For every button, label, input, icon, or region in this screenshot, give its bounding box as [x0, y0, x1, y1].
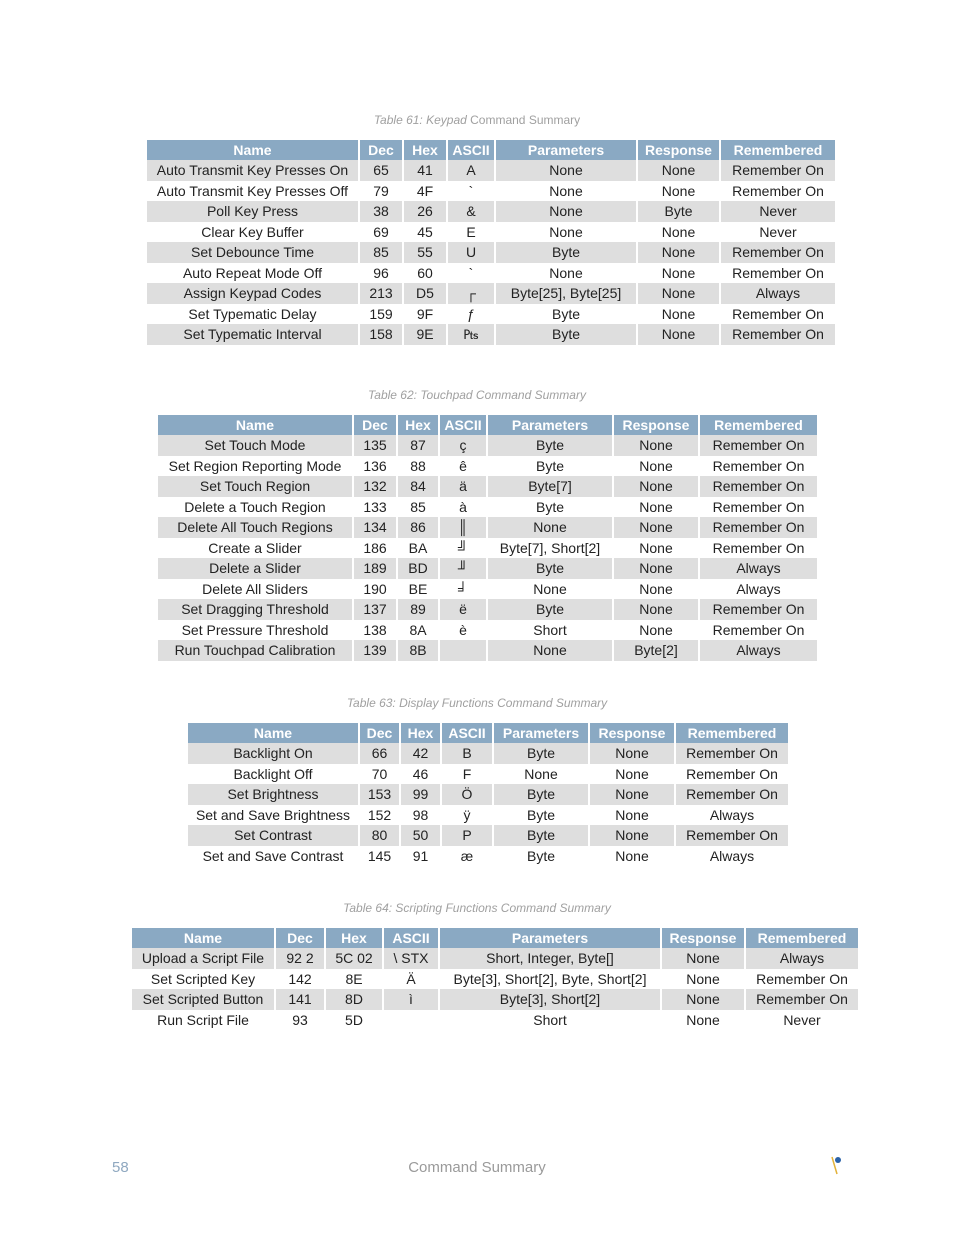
- cell-hex: 89: [396, 599, 438, 620]
- caption-prefix: Table 62: Touchpad Command Summary: [368, 388, 586, 402]
- cell-response: None: [612, 620, 698, 641]
- table-row: [158, 517, 817, 538]
- cell-response: None: [612, 538, 698, 559]
- table-caption: [0, 113, 954, 127]
- cell-response: None: [612, 517, 698, 538]
- table-row: [158, 579, 817, 600]
- cell-response: None: [588, 805, 674, 826]
- cell-dec: 38: [358, 201, 402, 222]
- cell-remembered: Remember On: [698, 497, 817, 518]
- cell-hex: 84: [396, 476, 438, 497]
- cell-parameters: Byte[3], Short[2], Byte, Short[2]: [438, 969, 660, 990]
- cell-dec: 141: [274, 989, 324, 1010]
- cell-parameters: None: [494, 263, 636, 284]
- cell-name: Delete a Touch Region: [184, 498, 326, 515]
- cell-response: Byte[2]: [612, 640, 698, 661]
- cell-remembered: Remember On: [719, 181, 835, 202]
- table-header-row: [147, 140, 835, 160]
- cell-ascii: E: [446, 222, 494, 243]
- cell-hex: 60: [402, 263, 446, 284]
- cell-response: None: [660, 989, 744, 1010]
- cell-parameters: None: [494, 160, 636, 181]
- cell-name: Poll Key Press: [147, 201, 358, 222]
- cell-ascii: `: [446, 181, 494, 202]
- cell-hex: 42: [399, 743, 440, 764]
- table-row: [158, 497, 817, 518]
- cell-remembered: Remember On: [698, 538, 817, 559]
- cell-hex: 46: [399, 764, 440, 785]
- cell-parameters: Short: [438, 1010, 660, 1031]
- cell-hex: BA: [396, 538, 438, 559]
- cell-dec: 189: [352, 558, 396, 579]
- cell-response: None: [612, 579, 698, 600]
- caption-prefix: Table 63: Display Functions Command Summary: [346, 696, 608, 710]
- cell-response: None: [588, 846, 674, 867]
- cell-dec: 159: [358, 304, 402, 325]
- column-header-response: Response: [612, 415, 698, 435]
- cell-remembered: Remember On: [698, 599, 817, 620]
- cell-remembered: Remember On: [698, 435, 817, 456]
- cell-hex: 50: [399, 825, 440, 846]
- table-row: [188, 825, 788, 846]
- cell-dec: 158: [358, 324, 402, 345]
- column-header-ascii: ASCII: [440, 723, 492, 743]
- cell-hex: 99: [399, 784, 440, 805]
- cell-hex: 45: [402, 222, 446, 243]
- cell-hex: 87: [396, 435, 438, 456]
- cell-remembered: Remember On: [719, 304, 835, 325]
- cell-remembered: Always: [744, 948, 858, 969]
- footer-title: Command Summary: [408, 1159, 546, 1176]
- cell-ascii: ä: [438, 476, 486, 497]
- caption-prefix: Table 64: Scripting Functions Command Summary: [343, 901, 611, 915]
- cell-hex: 8D: [324, 989, 382, 1010]
- table-row: [147, 283, 835, 304]
- cell-parameters: None: [494, 201, 636, 222]
- cell-dec: 137: [352, 599, 396, 620]
- cell-name: Set Pressure Threshold: [181, 621, 329, 638]
- cell-remembered: Always: [674, 805, 788, 826]
- page-number: 58: [112, 1159, 129, 1176]
- cell-name: Set Brightness: [188, 784, 358, 805]
- cell-hex: 8E: [324, 969, 382, 990]
- cell-remembered: Remember On: [719, 324, 835, 345]
- column-header-ascii: ASCII: [382, 928, 438, 948]
- cell-dec: 213: [358, 283, 402, 304]
- cell-dec: 139: [352, 640, 396, 661]
- cell-parameters: Byte: [494, 242, 636, 263]
- column-header-parameters: Parameters: [494, 140, 636, 160]
- cell-remembered: Always: [698, 579, 817, 600]
- cell-name: Set and Save Contrast: [202, 847, 344, 864]
- cell-parameters: None: [492, 764, 588, 785]
- table-row: [158, 558, 817, 579]
- cell-remembered: Always: [674, 846, 788, 867]
- cell-hex: 98: [399, 805, 440, 826]
- column-header-response: Response: [660, 928, 744, 948]
- cell-response: None: [636, 160, 719, 181]
- column-header-parameters: Parameters: [486, 415, 612, 435]
- cell-response: None: [612, 476, 698, 497]
- cell-dec: 190: [352, 579, 396, 600]
- cell-parameters: Byte: [494, 324, 636, 345]
- cell-hex: 86: [396, 517, 438, 538]
- cell-dec: 153: [358, 784, 399, 805]
- cell-hex: 91: [399, 846, 440, 867]
- cell-dec: 85: [358, 242, 402, 263]
- cell-response: None: [612, 599, 698, 620]
- cell-dec: 80: [358, 825, 399, 846]
- cell-response: None: [588, 825, 674, 846]
- cell-remembered: Remember On: [698, 620, 817, 641]
- cell-hex: BE: [396, 579, 438, 600]
- cell-remembered: Remember On: [719, 160, 835, 181]
- cell-ascii: æ: [440, 846, 492, 867]
- cell-remembered: Always: [698, 558, 817, 579]
- column-header-response: Response: [636, 140, 719, 160]
- cell-dec: 70: [358, 764, 399, 785]
- table-row: [158, 538, 817, 559]
- cell-remembered: Remember On: [719, 263, 835, 284]
- cell-remembered: Always: [698, 640, 817, 661]
- cell-ascii: ê: [438, 456, 486, 477]
- cell-ascii: Ö: [440, 784, 492, 805]
- cell-name: Auto Transmit Key Presses Off: [156, 182, 349, 199]
- cell-dec: 79: [358, 181, 402, 202]
- cell-response: None: [636, 222, 719, 243]
- cell-response: None: [612, 435, 698, 456]
- cell-remembered: Remember On: [698, 456, 817, 477]
- cell-remembered: Always: [719, 283, 835, 304]
- cell-response: None: [660, 948, 744, 969]
- cell-hex: D5: [402, 283, 446, 304]
- cell-ascii: [438, 640, 486, 661]
- cell-parameters: None: [494, 181, 636, 202]
- cell-parameters: Byte: [486, 456, 612, 477]
- table-row: [147, 324, 835, 345]
- cell-ascii: ║: [438, 517, 486, 538]
- cell-response: None: [636, 324, 719, 345]
- column-header-name: Name: [147, 140, 358, 160]
- cell-ascii: à: [438, 497, 486, 518]
- table-row: [147, 242, 835, 263]
- table-row: [188, 846, 788, 867]
- cell-remembered: Never: [719, 222, 835, 243]
- cell-hex: 88: [396, 456, 438, 477]
- caption-suffix: Command Summary: [466, 113, 581, 127]
- cell-remembered: Remember On: [744, 969, 858, 990]
- table-row: [147, 160, 835, 181]
- cell-ascii: A: [446, 160, 494, 181]
- cell-ascii: ╜: [438, 558, 486, 579]
- table-row: [132, 989, 858, 1010]
- column-header-parameters: Parameters: [492, 723, 588, 743]
- column-header-hex: Hex: [399, 723, 440, 743]
- cell-name: Set Debounce Time: [147, 242, 358, 263]
- logo-icon: [828, 1154, 846, 1176]
- cell-dec: 133: [352, 497, 396, 518]
- cell-response: None: [636, 304, 719, 325]
- cell-remembered: Remember On: [674, 784, 788, 805]
- table-row: [147, 263, 835, 284]
- cell-response: None: [588, 764, 674, 785]
- cell-ascii: \ STX: [382, 948, 438, 969]
- cell-hex: 9E: [402, 324, 446, 345]
- cell-dec: 96: [358, 263, 402, 284]
- column-header-name: Name: [132, 928, 274, 948]
- cell-remembered: Never: [744, 1010, 858, 1031]
- cell-dec: 65: [358, 160, 402, 181]
- cell-name: Set Scripted Key: [150, 970, 256, 987]
- cell-ascii: B: [440, 743, 492, 764]
- cell-ascii: ƒ: [446, 304, 494, 325]
- cell-parameters: None: [486, 640, 612, 661]
- cell-remembered: Remember On: [674, 825, 788, 846]
- cell-response: None: [612, 456, 698, 477]
- cell-ascii: ₧: [446, 324, 494, 345]
- column-header-response: Response: [588, 723, 674, 743]
- column-header-name: Name: [188, 723, 358, 743]
- cell-name: Delete a Slider: [158, 558, 352, 579]
- cell-dec: 135: [352, 435, 396, 456]
- cell-name: Delete All Touch Regions: [158, 517, 352, 538]
- table-row: [188, 784, 788, 805]
- cell-name: Set Touch Mode: [158, 435, 352, 456]
- cell-hex: 5D: [324, 1010, 382, 1031]
- table-caption: [0, 696, 954, 710]
- cell-name: Run Touchpad Calibration: [158, 640, 352, 661]
- column-header-ascii: ASCII: [446, 140, 494, 160]
- cell-name: Clear Key Buffer: [201, 223, 304, 240]
- cell-dec: 132: [352, 476, 396, 497]
- cell-hex: 85: [396, 497, 438, 518]
- table-header-row: [158, 415, 817, 435]
- cell-parameters: Byte: [492, 784, 588, 805]
- cell-name: Assign Keypad Codes: [147, 283, 358, 304]
- cell-hex: BD: [396, 558, 438, 579]
- cell-name: Upload a Script File: [132, 948, 274, 969]
- column-header-dec: Dec: [274, 928, 324, 948]
- cell-response: None: [588, 784, 674, 805]
- cell-name: Set Scripted Button: [132, 989, 274, 1010]
- cell-dec: 152: [358, 805, 399, 826]
- cell-parameters: None: [494, 222, 636, 243]
- cell-parameters: Short: [486, 620, 612, 641]
- cell-response: None: [660, 969, 744, 990]
- cell-response: None: [612, 558, 698, 579]
- cell-ascii: ÿ: [440, 805, 492, 826]
- column-header-name: Name: [158, 415, 352, 435]
- cell-response: None: [636, 263, 719, 284]
- table-row: [147, 181, 835, 202]
- cell-parameters: Byte: [492, 805, 588, 826]
- cell-response: None: [660, 1010, 744, 1031]
- cell-name: Auto Repeat Mode Off: [182, 264, 323, 281]
- cell-parameters: Byte: [486, 497, 612, 518]
- cell-ascii: ╛: [438, 579, 486, 600]
- cell-name: Run Script File: [157, 1011, 249, 1028]
- cell-dec: 93: [274, 1010, 324, 1031]
- caption-prefix: Table 61: Keypad: [373, 113, 467, 127]
- cell-parameters: Byte: [492, 846, 588, 867]
- column-header-dec: Dec: [358, 140, 402, 160]
- table-caption: [0, 388, 954, 402]
- cell-hex: 55: [402, 242, 446, 263]
- table-row: [188, 764, 788, 785]
- cell-hex: 26: [402, 201, 446, 222]
- keypad-command-table: [147, 140, 835, 345]
- column-header-remembered: Remembered: [719, 140, 835, 160]
- cell-remembered: Remember On: [674, 743, 788, 764]
- column-header-remembered: Remembered: [674, 723, 788, 743]
- cell-parameters: Byte: [486, 558, 612, 579]
- cell-ascii: U: [446, 242, 494, 263]
- column-header-hex: Hex: [324, 928, 382, 948]
- table-row: [132, 969, 858, 990]
- cell-remembered: Never: [719, 201, 835, 222]
- cell-name: Create a Slider: [208, 539, 302, 556]
- cell-hex: 8B: [396, 640, 438, 661]
- cell-name: Set Typematic Interval: [147, 324, 358, 345]
- cell-parameters: Byte[25], Byte[25]: [494, 283, 636, 304]
- table-row: [158, 620, 817, 641]
- table-header-row: [132, 928, 858, 948]
- cell-ascii: ┌: [446, 283, 494, 304]
- cell-remembered: Remember On: [674, 764, 788, 785]
- table-row: [158, 599, 817, 620]
- column-header-dec: Dec: [358, 723, 399, 743]
- cell-remembered: Remember On: [698, 517, 817, 538]
- cell-hex: 5C 02: [324, 948, 382, 969]
- cell-hex: 41: [402, 160, 446, 181]
- cell-dec: 145: [358, 846, 399, 867]
- column-header-remembered: Remembered: [698, 415, 817, 435]
- cell-name: Delete All Sliders: [202, 580, 308, 597]
- column-header-hex: Hex: [396, 415, 438, 435]
- cell-name: Set Touch Region: [158, 476, 352, 497]
- cell-parameters: Byte: [494, 304, 636, 325]
- cell-hex: 8A: [396, 620, 438, 641]
- cell-response: None: [588, 743, 674, 764]
- cell-ascii: [382, 1010, 438, 1031]
- cell-remembered: Remember On: [719, 242, 835, 263]
- cell-parameters: Byte: [486, 599, 612, 620]
- display-functions-command-table: [188, 723, 788, 866]
- column-header-parameters: Parameters: [438, 928, 660, 948]
- table-row: [158, 640, 817, 661]
- cell-response: None: [636, 283, 719, 304]
- cell-hex: 9F: [402, 304, 446, 325]
- table-row: [188, 805, 788, 826]
- cell-parameters: None: [486, 579, 612, 600]
- cell-name: Set Dragging Threshold: [158, 599, 352, 620]
- cell-response: None: [636, 181, 719, 202]
- cell-parameters: Byte[7], Short[2]: [486, 538, 612, 559]
- table-row: [158, 456, 817, 477]
- cell-ascii: P: [440, 825, 492, 846]
- cell-dec: 134: [352, 517, 396, 538]
- column-header-ascii: ASCII: [438, 415, 486, 435]
- cell-ascii: ç: [438, 435, 486, 456]
- column-header-remembered: Remembered: [744, 928, 858, 948]
- cell-name: Set Contrast: [188, 825, 358, 846]
- scripting-functions-command-table: [132, 928, 858, 1030]
- cell-ascii: ╝: [438, 538, 486, 559]
- table-caption: [0, 901, 954, 915]
- cell-parameters: Byte[7]: [486, 476, 612, 497]
- cell-parameters: None: [486, 517, 612, 538]
- cell-name: Backlight Off: [233, 765, 313, 782]
- cell-response: Byte: [636, 201, 719, 222]
- column-header-dec: Dec: [352, 415, 396, 435]
- cell-ascii: Ä: [382, 969, 438, 990]
- cell-ascii: ì: [382, 989, 438, 1010]
- cell-ascii: F: [440, 764, 492, 785]
- table-row: [147, 222, 835, 243]
- table-row: [188, 743, 788, 764]
- table-row: [158, 476, 817, 497]
- cell-parameters: Byte: [492, 825, 588, 846]
- cell-name: Auto Transmit Key Presses On: [147, 160, 358, 181]
- cell-ascii: è: [438, 620, 486, 641]
- table-header-row: [188, 723, 788, 743]
- cell-dec: 66: [358, 743, 399, 764]
- cell-ascii: `: [446, 263, 494, 284]
- cell-dec: 138: [352, 620, 396, 641]
- cell-dec: 69: [358, 222, 402, 243]
- cell-dec: 136: [352, 456, 396, 477]
- cell-parameters: Byte: [486, 435, 612, 456]
- cell-remembered: Remember On: [744, 989, 858, 1010]
- table-row: [158, 435, 817, 456]
- cell-dec: 142: [274, 969, 324, 990]
- cell-ascii: ë: [438, 599, 486, 620]
- touchpad-command-table: [158, 415, 817, 661]
- table-row: [147, 304, 835, 325]
- cell-ascii: &: [446, 201, 494, 222]
- cell-parameters: Byte: [492, 743, 588, 764]
- cell-name: Set Typematic Delay: [188, 305, 317, 322]
- table-row: [132, 1010, 858, 1031]
- cell-parameters: Byte[3], Short[2]: [438, 989, 660, 1010]
- cell-response: None: [636, 242, 719, 263]
- cell-dec: 186: [352, 538, 396, 559]
- cell-response: None: [612, 497, 698, 518]
- cell-dec: 92 2: [274, 948, 324, 969]
- cell-hex: 4F: [402, 181, 446, 202]
- cell-name: Backlight On: [188, 743, 358, 764]
- cell-parameters: Short, Integer, Byte[]: [438, 948, 660, 969]
- table-row: [132, 948, 858, 969]
- table-row: [147, 201, 835, 222]
- cell-remembered: Remember On: [698, 476, 817, 497]
- cell-name: Set and Save Brightness: [195, 806, 351, 823]
- cell-name: Set Region Reporting Mode: [168, 457, 342, 474]
- column-header-hex: Hex: [402, 140, 446, 160]
